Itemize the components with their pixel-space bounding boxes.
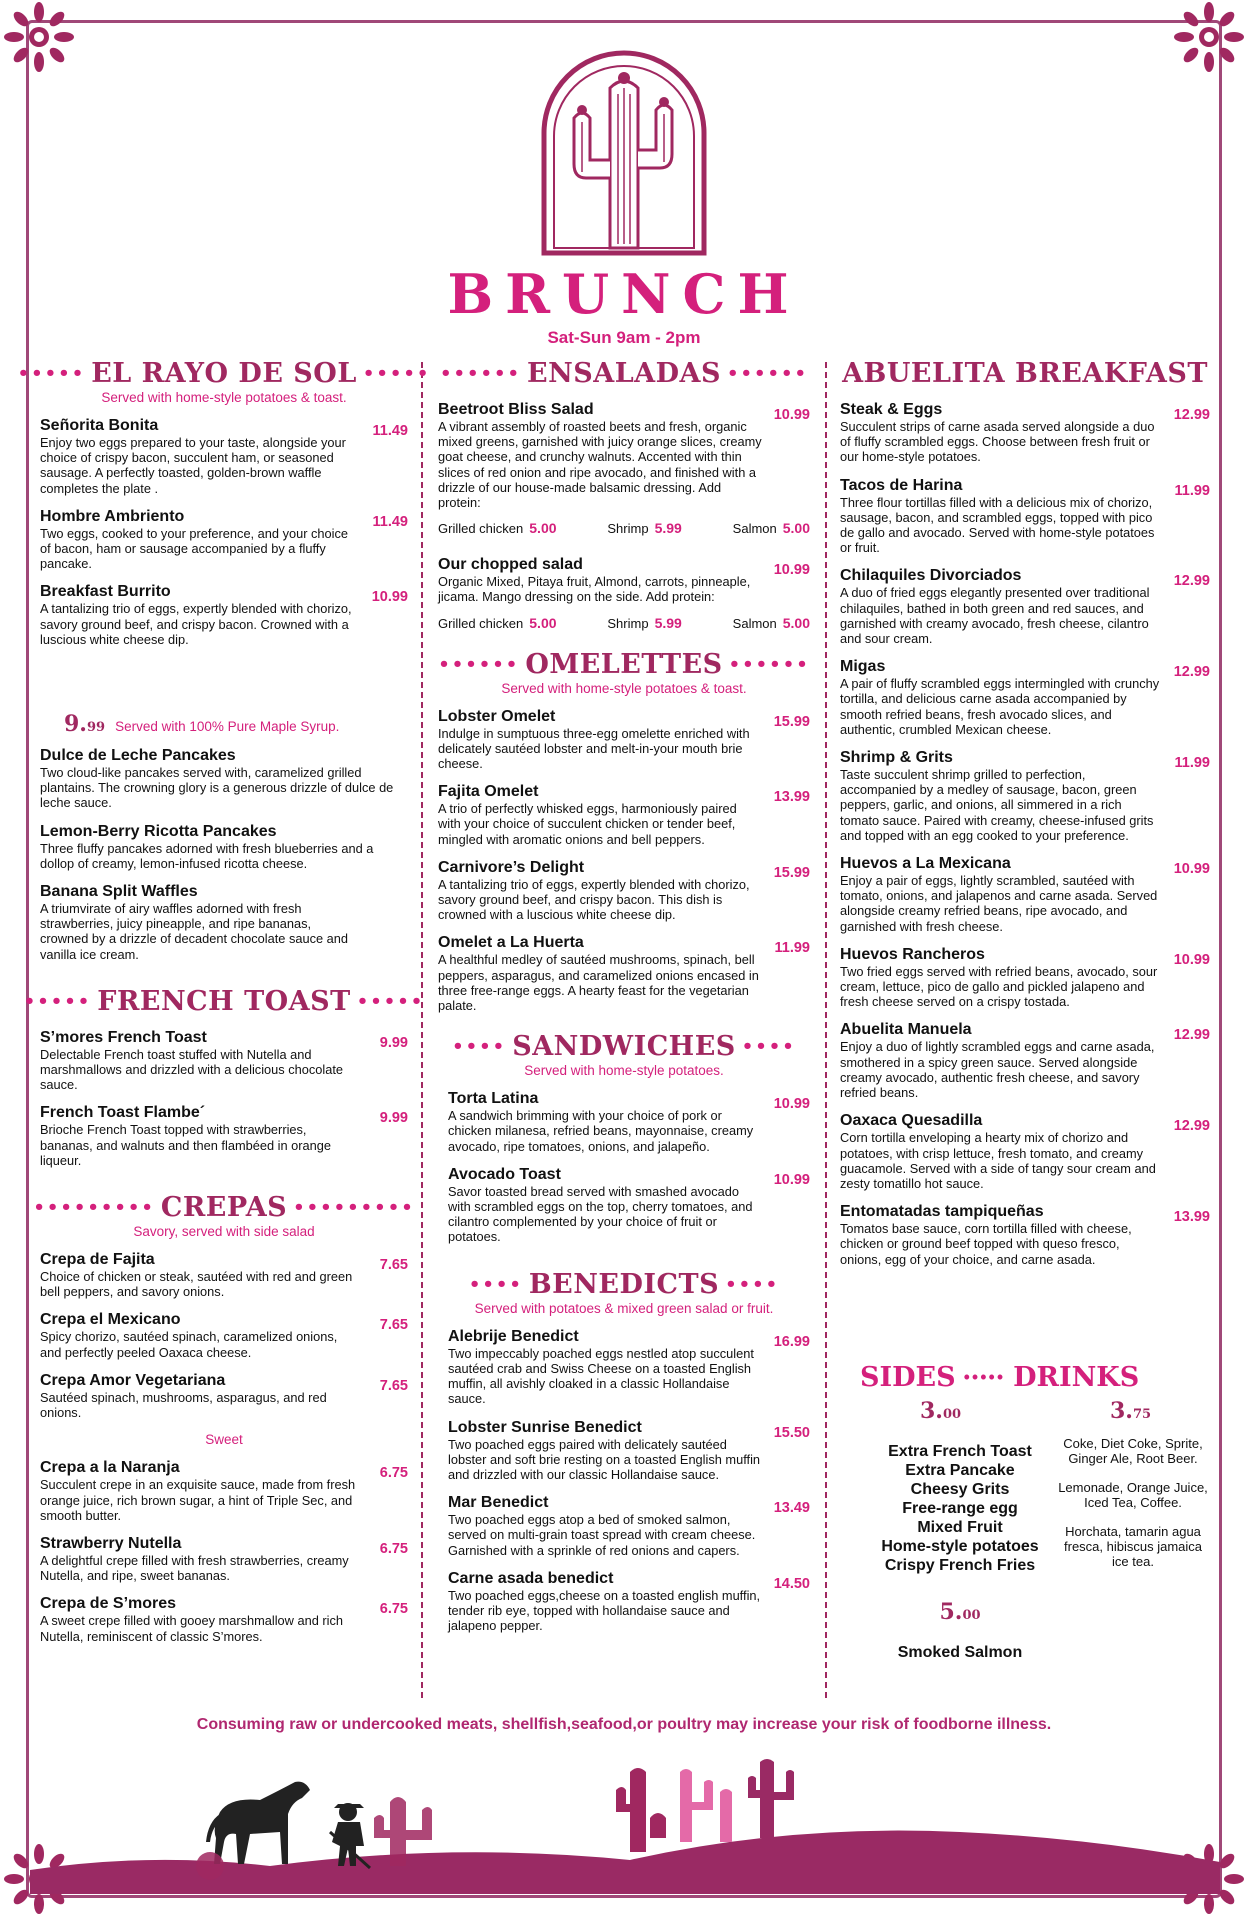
column-right: [840, 358, 1210, 1267]
menu-item: Chilaquiles Divorciados 12.99 A duo of fried eggs elegantly presented over traditional chilaquiles, bathed in both green and red sauces, and garnished with creamy avocado, fresh cheese, cilantro and sour cream.: [840, 567, 1210, 647]
section-header-rayo: ••••• EL RAYO DE SOL •••••: [17, 358, 431, 389]
menu-item: Avocado Toast 10.99 Savor toasted bread served with smashed avocado with scrambled eggs on the top, cherry tomatoes, and cilantro complemented by your choice of fruit or potatoes.: [448, 1165, 810, 1245]
menu-item: Crepa el Mexicano 7.65 Spicy chorizo, sautéed spinach, caramelized onions, and perfectly peeled Oaxaca cheese.: [40, 1311, 408, 1360]
menu-item: Mar Benedict 13.49 Two poached eggs atop a bed of smoked salmon, served on multi-grain toast spread with cream cheese. Garnished with a sprinkle of red onions and capers.: [448, 1494, 810, 1558]
menu-item: Lobster Sunrise Benedict 15.50 Two poached eggs paired with delicately sautéed lobster and soft brie resting on a toasted English muffin and drizzled with our classic Hollandaise sauce.: [448, 1418, 810, 1482]
drinks-title: DRINKS: [1013, 1362, 1140, 1393]
horse-icon: [206, 1782, 310, 1864]
menu-item: Torta Latina 10.99 A sandwich brimming with your choice of pork or chicken milanesa, refried beans, mayonnaise, creamy avocado, ripe tomatoes, onions, and jalapeño.: [448, 1090, 810, 1154]
section-subtitle: Savory, served with side salad: [133, 1224, 315, 1240]
column-divider: [822, 362, 830, 1702]
flower-ornament-icon: [1172, 0, 1246, 74]
opening-hours: Sat-Sun 9am - 2pm: [547, 328, 701, 347]
menu-item: French Toast Flambe´ 9.99 Brioche French Toast topped with strawberries, bananas, and walnuts and then flambéed in orange liqueur.: [40, 1104, 408, 1168]
salmon-price: 5.00: [939, 1599, 981, 1625]
menu-item: Señorita Bonita 11.49 Enjoy two eggs prepared to your taste, alongside your choice of crispy bacon, succulent ham, or seasoned sausage. A perfectly toasted, golden-brown waffle completes the plate .: [40, 417, 408, 496]
section-header-crepas: ••••••••• CREPAS •••••••••: [33, 1192, 415, 1224]
menu-item: Tacos de Harina 11.99 Three flour tortillas filled with a delicious mix of chorizo, sausage, bacon, and scrambled eggs, topped with pico de gallo and avocado. Served with home-style potatoes or fruit.: [840, 476, 1210, 556]
smoked-salmon: Smoked Salmon: [897, 1644, 1023, 1661]
section-subtitle: Served with potatoes & mixed green salad or fruit.: [474, 1300, 774, 1316]
protein-addons: Grilled chicken 5.00 Shrimp 5.99 Salmon 5.00: [438, 614, 810, 631]
menu-item: Lobster Omelet 15.99 Indulge in sumptuous three-egg omelette enriched with delicately sautéed lobster and melt-in-your mouth brie cheese.: [438, 707, 810, 772]
section-subtitle: Served with home-style potatoes.: [524, 1063, 724, 1079]
menu-item: Oaxaca Quesadilla 12.99 Corn tortilla enveloping a hearty mix of chorizo and potatoes, with crisp lettuce, fresh tomato, and creamy guacamole. Served with a side of tangy sour cream and zesty tomatillo hot sauce.: [840, 1112, 1210, 1191]
menu-item: Abuelita Manuela 12.99 Enjoy a duo of lightly scrambled eggs and carne asada, smothered in a spicy green sauce. Served alongside creamy avocado, authentic fresh cheese, and savory refried beans.: [840, 1021, 1210, 1101]
menu-item: S’mores French Toast 9.99 Delectable French toast stuffed with Nutella and marshmallows and drizzled with a delicious chocolate sauce.: [40, 1028, 408, 1093]
column-middle: [438, 358, 810, 1633]
sides-drinks-section: [860, 1362, 1208, 1661]
cactus-icon: [748, 1759, 794, 1838]
menu-item: Dulce de Leche Pancakes Two cloud-like pancakes served with, caramelized grilled plantains. The crowning glory is a generous drizzle of dulce de leche sauce.: [40, 747, 394, 811]
menu-item: Our chopped salad 10.99 Organic Mixed, Pitaya fruit, Almond, carrots, pinneaple, jicama. Mango dressing on the side. Add protein:: [438, 556, 810, 605]
pancake-price-header: 9.99 Served with 100% Pure Maple Syrup.: [64, 711, 340, 738]
food-safety-warning: Consuming raw or undercooked meats, shellfish,seafood,or poultry may increase your risk of foodborne illness.: [196, 1716, 1052, 1733]
sweet-label: Sweet: [205, 1432, 243, 1448]
menu-item: Omelet a La Huerta 11.99 A healthful medley of sautéed mushrooms, spinach, bell peppers, asparagus, and caramelized onions encased in three free-range eggs. A hearty feast for the vegetarian palate.: [438, 934, 810, 1014]
drinks-price: 3.75: [1110, 1398, 1152, 1424]
cactus-icon: [616, 1768, 666, 1852]
drinks-list: Coke, Diet Coke, Sprite, Ginger Ale, Root Beer. Lemonade, Orange Juice, Iced Tea, Coffee. Horchata, tamarin agua fresca, hibiscus jamaica ice tea.: [1058, 1436, 1208, 1569]
page-title: BRUNCH: [447, 262, 801, 326]
menu-item: Carne asada benedict 14.50 Two poached eggs,cheese on a toasted english muffin, tender rib eye, topped with hollandaise sauce and jalapeno pepper.: [448, 1569, 810, 1634]
cactus-icon: [680, 1769, 732, 1842]
section-header-french-toast: ••••• FRENCH TOAST •••••: [23, 985, 425, 1017]
section-subtitle: Served with home-style potatoes & toast.: [101, 390, 347, 405]
section-header-sandwiches: •••• SANDWICHES ••••: [452, 1031, 796, 1063]
sides-title: SIDES: [860, 1362, 956, 1393]
menu-item: Entomatadas tampiqueñas 13.99 Tomatos base sauce, corn tortilla filled with cheese, chicken or ground beef topped with queso fresco, onions, egg of your choice, and carne asada.: [840, 1203, 1210, 1267]
sides-list: Extra French Toast Extra Pancake Cheesy Grits Free-range egg Mixed Fruit Home-style potatoes Crispy French Fries 5.00 Smoked Salmon: [860, 1442, 1060, 1662]
section-header-ensaladas: •••••• ENSALADAS ••••••: [439, 358, 809, 389]
section-header-abuelita: ABUELITA BREAKFAST: [842, 358, 1208, 389]
menu-item: Strawberry Nutella 6.75 A delightful crepe filled with fresh strawberries, creamy Nutella, and ripe, sweet bananas.: [40, 1534, 408, 1584]
menu-item: Shrimp & Grits 11.99 Taste succulent shrimp grilled to perfection, accompanied by a medley of sausage, bacon, green peppers, garlic, and onions, all simmered in a rich tomato sauce. Paired with creamy, cheese-infused grits and topped with an egg cooked to your preference.: [840, 749, 1210, 843]
menu-item: Crepa a la Naranja 6.75 Succulent crepe in an exquisite sauce, made from fresh orange juice, rich brown sugar, a hint of Triple Sec, and smooth butter.: [40, 1459, 408, 1523]
menu-item: Banana Split Waffles A triumvirate of airy waffles adorned with fresh strawberries, juicy pineapple, and ripe bananas, crowned by a drizzle of decadent chocolate sauce and vanilla ice cream.: [40, 883, 349, 962]
sides-price: 3.00: [920, 1398, 962, 1424]
cactus-logo-icon: [534, 48, 714, 258]
flower-ornament-icon: [2, 0, 76, 74]
menu-item: Huevos a La Mexicana 10.99 Enjoy a pair of eggs, lightly scrambled, sautéed with tomato, onions, and jalapenos and carne asada. Served alongside creamy refried beans, ripe avocado, and garnished with fresh cheese.: [840, 855, 1210, 934]
menu-item: Steak & Eggs 12.99 Succulent strips of carne asada served alongside a duo of fluffy scrambled eggs. Choose between fresh fruit or our home-style potatoes.: [840, 401, 1210, 465]
sides-drinks-header: SIDES ••••• DRINKS: [860, 1362, 1140, 1393]
section-subtitle: Served with home-style potatoes & toast.: [501, 680, 747, 696]
menu-item: Crepa de S’mores 6.75 A sweet crepe filled with gooey marshmallow and rich Nutella, reminiscent of classic S’mores.: [40, 1595, 408, 1644]
menu-item: Beetroot Bliss Salad 10.99 A vibrant assembly of roasted beets and fresh, organic mixed greens, garnished with juicy orange slices, creamy goat cheese, and crunchy walnuts. Accented with thin slices of red onion and ripe avocado, and finished with a drizzle of our house-made balsamic dressing. Add protein:: [438, 401, 810, 511]
menu-item: Hombre Ambriento 11.49 Two eggs, cooked to your preference, and your choice of bacon, ham or sausage accompanied by a fluffy pancake.: [40, 507, 408, 572]
section-header-benedicts: •••• BENEDICTS ••••: [468, 1268, 780, 1300]
menu-item: Breakfast Burrito 10.99 A tantalizing trio of eggs, expertly blended with chorizo, savory ground beef, and crispy bacon. Crowned with a luscious white cheese dip.: [40, 583, 408, 647]
column-left: [17, 358, 431, 1644]
column-divider: [418, 362, 426, 1702]
section-header-omelettes: •••••• OMELETTES ••••••: [438, 648, 810, 680]
menu-item: Huevos Rancheros 10.99 Two fried eggs served with refried beans, avocado, sour cream, lettuce, pico de gallo and pickled jalapeno and fresh cheese served on a crispy tostada.: [840, 945, 1210, 1010]
desert-scene-illustration: [30, 1742, 1220, 1894]
menu-item: Migas 12.99 A pair of fluffy scrambled eggs intermingled with crunchy tortilla, and delicious carne asada accompanied by smooth refried beans, fresh avocado slices, and authentic, crumbled Mexican cheese.: [840, 658, 1210, 737]
protein-addons: Grilled chicken 5.00 Shrimp 5.99 Salmon 5.00: [438, 520, 810, 537]
menu-item: Crepa de Fajita 7.65 Choice of chicken or steak, sautéed with red and green bell peppers, and savory onions.: [40, 1251, 408, 1300]
menu-item: Lemon-Berry Ricotta Pancakes Three fluffy pancakes adorned with fresh blueberries and a dollop of creamy, lemon-infused ricotta cheese.: [40, 822, 374, 871]
menu-item: Alebrije Benedict 16.99 Two impeccably poached eggs nestled atop succulent sautéed crab and Swiss Cheese on a toasted English muffin, all avishly cloaked in a classic Hollandaise sauce.: [448, 1327, 810, 1407]
menu-item: Carnivore’s Delight 15.99 A tantalizing trio of eggs, expertly blended with chorizo, savory ground beef, and crispy bacon. This dish is crowned with a luscious white cheese dip.: [438, 858, 810, 923]
menu-item: Fajita Omelet 13.99 A trio of perfectly whisked eggs, harmoniously paired with your choice of succulent chicken or tender beef, mingled with aromatic onions and bell peppers.: [438, 783, 810, 847]
menu-item: Crepa Amor Vegetariana 7.65 Sautéed spinach, mushrooms, asparagus, and red onions.: [40, 1371, 408, 1421]
